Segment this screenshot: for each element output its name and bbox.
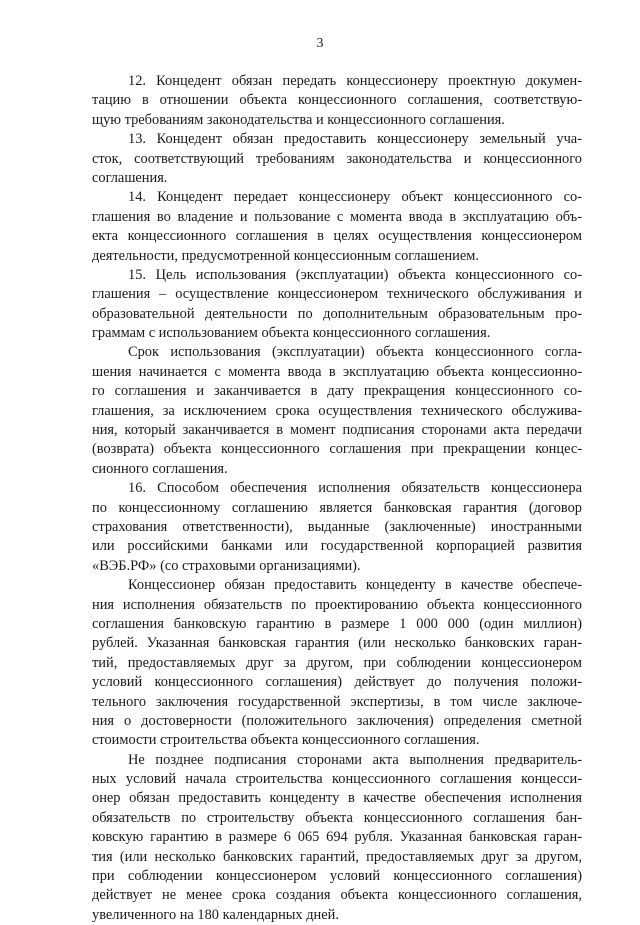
text-line: по концессионному соглашению является банковская гарантия (договор: [92, 499, 582, 516]
text-line: тий, предоставляемых друг за другом, при соблюдении концессионером: [92, 654, 582, 671]
text-line: тацию в отношении объекта концессионного соглашения, соответствую-: [92, 92, 582, 109]
text-line: 15. Цель использования (эксплуатации) объекта концессионного со-: [128, 266, 582, 283]
text-line: глашения во владение и пользование с момента ввода в эксплуатацию объ-: [92, 208, 582, 225]
text-line: ных условий начала строительства концессионного соглашения концесси-: [92, 771, 582, 788]
text-line: граммам с использованием объекта концессионного соглашения.: [92, 325, 491, 342]
text-line: сток, соответствующий требованиям законодательства и концессионного: [92, 150, 582, 167]
text-line: действует не менее срока создания объекта концессионного соглашения,: [92, 887, 582, 904]
text-line: Не позднее подписания сторонами акта выполнения предваритель-: [128, 751, 582, 768]
text-line: сионного соглашения.: [92, 460, 228, 477]
text-line: глашения – осуществление концессионером технического обслуживания и: [92, 286, 582, 303]
text-line: страхования ответственности), выданные (заключенные) иностранными: [92, 518, 582, 535]
page-number: 3: [316, 36, 324, 51]
text-line: шения начинается с момента ввода в эксплуатацию объекта концессионно-: [92, 363, 582, 380]
text-line: образовательной деятельности по дополнительным образовательным про-: [92, 305, 582, 322]
text-line: «ВЭБ.РФ» (со страховыми организациями).: [92, 557, 361, 574]
text-line: соглашения банковскую гарантию в размере 1 000 000 (один миллион): [92, 615, 582, 632]
text-line: при соблюдении концессионером условий концессионного соглашения): [92, 868, 582, 885]
text-line: (возврата) объекта концессионного соглашения при прекращении концес-: [92, 441, 582, 458]
text-line: ния, который заканчивается в момент подписания сторонами акта передачи: [92, 422, 582, 439]
paragraph-15-term: [92, 343, 582, 479]
paragraph-16: [92, 479, 582, 576]
text-line: обязательств по строительству объекта концессионного соглашения бан-: [92, 809, 582, 826]
text-line: тия (или несколько банковских гарантий, предоставляемых друг за другом,: [92, 848, 582, 865]
text-line: деятельности, предусмотренной концессионным соглашением.: [92, 247, 479, 264]
text-line: онер обязан предоставить концеденту в качестве обеспечения исполнения: [92, 790, 582, 807]
text-line: 16. Способом обеспечения исполнения обязательств концессионера: [128, 480, 582, 497]
paragraph-15: [92, 266, 582, 344]
text-line: го соглашения и заканчивается в дату прекращения концессионного со-: [92, 383, 582, 400]
paragraph-16-design: [92, 576, 582, 751]
text-line: ковскую гарантию в размере 6 065 694 рубля. Указанная банковская гаран-: [92, 829, 582, 846]
text-line: стоимости строительства объекта концессионного соглашения.: [92, 732, 480, 749]
text-line: увеличенного на 180 календарных дней.: [92, 906, 339, 923]
text-line: 12. Концедент обязан передать концессионеру проектную докумен-: [128, 73, 582, 89]
text-line: ния о достоверности (положительного заключения) определения сметной: [92, 712, 582, 729]
text-line: соглашения.: [92, 169, 168, 186]
text-line: условий концессионного соглашения) действует до получения положи-: [92, 674, 582, 691]
document-body: [92, 72, 582, 925]
text-line: рублей. Указанная банковская гарантия (или несколько банковских гаран-: [92, 635, 582, 652]
paragraph-16-construction: [92, 751, 582, 925]
text-line: Концессионер обязан предоставить концеденту в качестве обеспече-: [128, 577, 582, 594]
text-line: тельного заключения государственной экспертизы, в том числе заключе-: [92, 693, 582, 710]
text-line: ния исполнения обязательств по проектированию объекта концессионного: [92, 596, 582, 613]
text-line: 13. Концедент обязан предоставить концессионеру земельный уча-: [128, 131, 582, 148]
paragraph-12: [92, 72, 582, 130]
text-line: 14. Концедент передает концессионеру объект концессионного со-: [128, 189, 582, 206]
text-line: екта концессионного соглашения в целях осуществления концессионером: [92, 228, 582, 245]
paragraph-14: [92, 188, 582, 266]
text-line: щую требованиям законодательства и концессионного соглашения.: [92, 111, 505, 128]
paragraph-13: [92, 130, 582, 188]
text-line: или российскими банками или государственной корпорацией развития: [92, 538, 582, 555]
text-line: Срок использования (эксплуатации) объекта концессионного согла-: [128, 344, 582, 361]
text-line: глашения, за исключением срока осуществления технического обслужива-: [92, 402, 582, 419]
